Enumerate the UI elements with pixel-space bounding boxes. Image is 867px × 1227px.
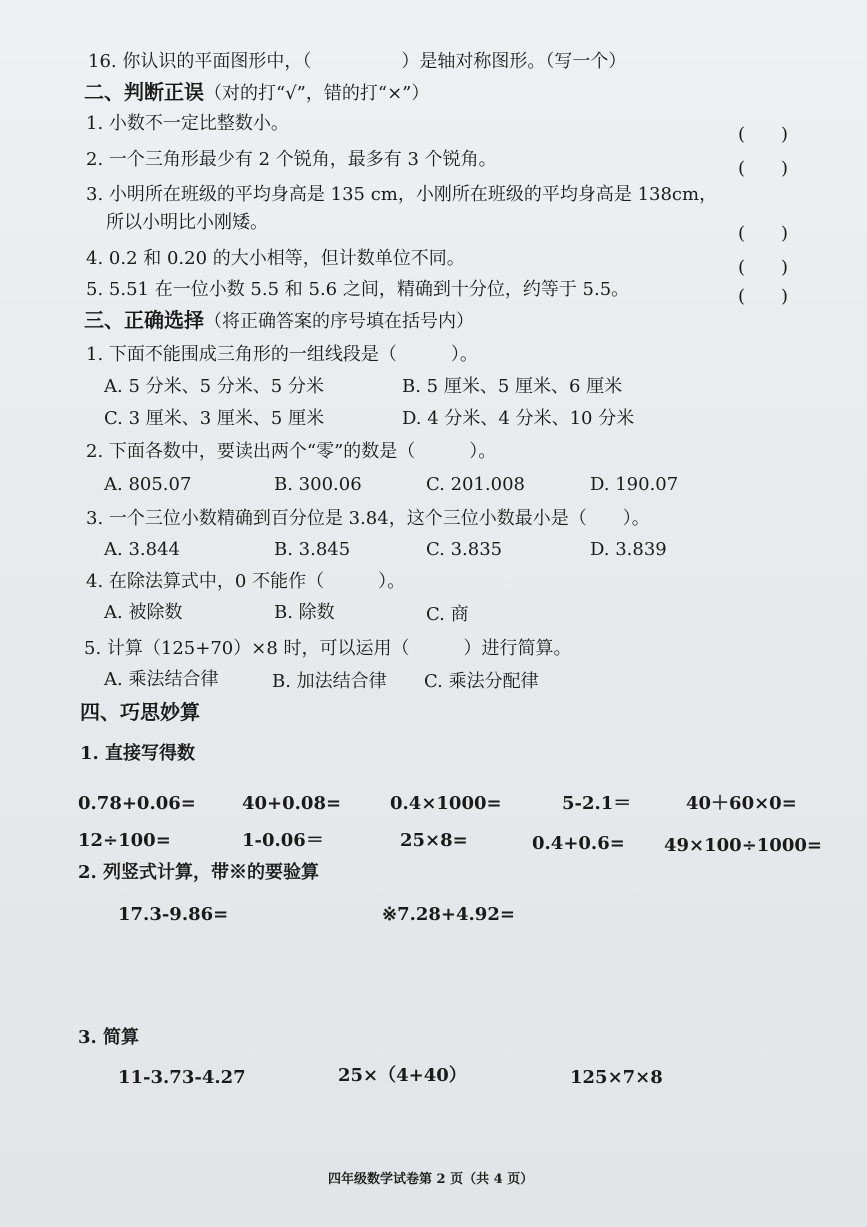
- section-2-title: 二、判断正误: [84, 80, 204, 104]
- judge-item-3: 3. 小明所在班级的平均身高是 135 cm，小刚所在班级的平均身高是 138cm，: [86, 184, 718, 205]
- calc-r2-4: 0.4+0.6=: [532, 833, 625, 854]
- vertical-calc-2: ※7.28+4.92=: [382, 904, 515, 925]
- choice-q4-a[interactable]: A. 被除数: [104, 602, 183, 623]
- choice-q5-a[interactable]: A. 乘法结合律: [104, 669, 219, 690]
- section-3-heading: [84, 308, 474, 334]
- answer-paren-2[interactable]: ( ): [738, 158, 789, 179]
- calc-r1-2: 40+0.08=: [242, 793, 342, 814]
- simplify-1: 11-3.73-4.27: [118, 1067, 246, 1088]
- choice-q1-c[interactable]: C. 3 厘米、3 厘米、5 厘米: [104, 408, 325, 429]
- calc-r2-1: 12÷100=: [78, 830, 171, 851]
- part-2-title: 2. 列竖式计算，带※的要验算: [78, 862, 320, 883]
- calc-r1-5: 40＋60×0=: [686, 793, 797, 814]
- choice-q3-c[interactable]: C. 3.835: [426, 539, 503, 560]
- question-16: 16. 你认识的平面图形中，（ ）是轴对称图形。（写一个）: [88, 51, 627, 72]
- answer-paren-3[interactable]: ( ): [738, 223, 789, 244]
- simplify-3: 125×7×8: [570, 1067, 663, 1088]
- simplify-2: 25×（4+40）: [338, 1065, 467, 1086]
- section-3-title: 三、正确选择: [84, 308, 204, 332]
- page-footer: 四年级数学试卷第 2 页（共 4 页）: [328, 1172, 534, 1187]
- choice-q1-d[interactable]: D. 4 分米、4 分米、10 分米: [402, 408, 635, 429]
- calc-r1-3: 0.4×1000=: [390, 793, 502, 814]
- choice-q4: 4. 在除法算式中，0 不能作（ ）。: [86, 571, 406, 592]
- section-4-title: 四、巧思妙算: [80, 700, 200, 724]
- judge-item-4: 4. 0.2 和 0.20 的大小相等，但计数单位不同。: [86, 248, 465, 269]
- choice-q3-a[interactable]: A. 3.844: [104, 539, 180, 560]
- answer-paren-1[interactable]: ( ): [738, 124, 789, 145]
- calc-r2-2: 1-0.06＝: [242, 830, 324, 851]
- section-3-note: （将正确答案的序号填在括号内）: [204, 311, 474, 332]
- section-2-note: （对的打“√”，错的打“×”）: [204, 83, 430, 104]
- choice-q3-d[interactable]: D. 3.839: [590, 539, 667, 560]
- calc-r1-1: 0.78+0.06=: [78, 793, 196, 814]
- vertical-calc-1: 17.3-9.86=: [118, 904, 229, 925]
- choice-q4-b[interactable]: B. 除数: [274, 602, 335, 623]
- section-2-heading: [84, 80, 429, 106]
- choice-q2-c[interactable]: C. 201.008: [426, 474, 526, 495]
- choice-q5-c[interactable]: C. 乘法分配律: [424, 671, 539, 692]
- choice-q3: 3. 一个三位小数精确到百分位是 3.84，这个三位小数最小是（ ）。: [86, 508, 650, 529]
- part-3-title: 3. 简算: [78, 1027, 140, 1048]
- choice-q1-b[interactable]: B. 5 厘米、5 厘米、6 厘米: [402, 376, 623, 397]
- choice-q5-b[interactable]: B. 加法结合律: [272, 671, 387, 692]
- choice-q1-a[interactable]: A. 5 分米、5 分米、5 分米: [104, 376, 324, 397]
- choice-q1: 1. 下面不能围成三角形的一组线段是（ ）。: [86, 344, 478, 365]
- answer-paren-4[interactable]: ( ): [738, 257, 789, 278]
- choice-q2-d[interactable]: D. 190.07: [590, 474, 679, 495]
- choice-q5: 5. 计算（125+70）×8 时，可以运用（ ）进行简算。: [84, 638, 572, 659]
- choice-q2: 2. 下面各数中，要读出两个“零”的数是（ ）。: [86, 441, 497, 462]
- choice-q4-c[interactable]: C. 商: [426, 604, 469, 625]
- calc-r2-5: 49×100÷1000=: [664, 835, 822, 856]
- calc-r1-4: 5-2.1＝: [562, 793, 632, 814]
- choice-q3-b[interactable]: B. 3.845: [274, 539, 351, 560]
- calc-r2-3: 25×8=: [400, 830, 468, 851]
- judge-item-1: 1. 小数不一定比整数小。: [86, 113, 289, 134]
- choice-q2-b[interactable]: B. 300.06: [274, 474, 362, 495]
- judge-item-2: 2. 一个三角形最少有 2 个锐角，最多有 3 个锐角。: [86, 149, 497, 170]
- part-1-title: 1. 直接写得数: [80, 743, 196, 764]
- answer-paren-5[interactable]: ( ): [738, 286, 789, 307]
- choice-q2-a[interactable]: A. 805.07: [104, 474, 192, 495]
- judge-item-5: 5. 5.51 在一位小数 5.5 和 5.6 之间，精确到十分位，约等于 5.5。: [86, 279, 630, 300]
- judge-item-3-cont: 所以小明比小刚矮。: [106, 212, 268, 233]
